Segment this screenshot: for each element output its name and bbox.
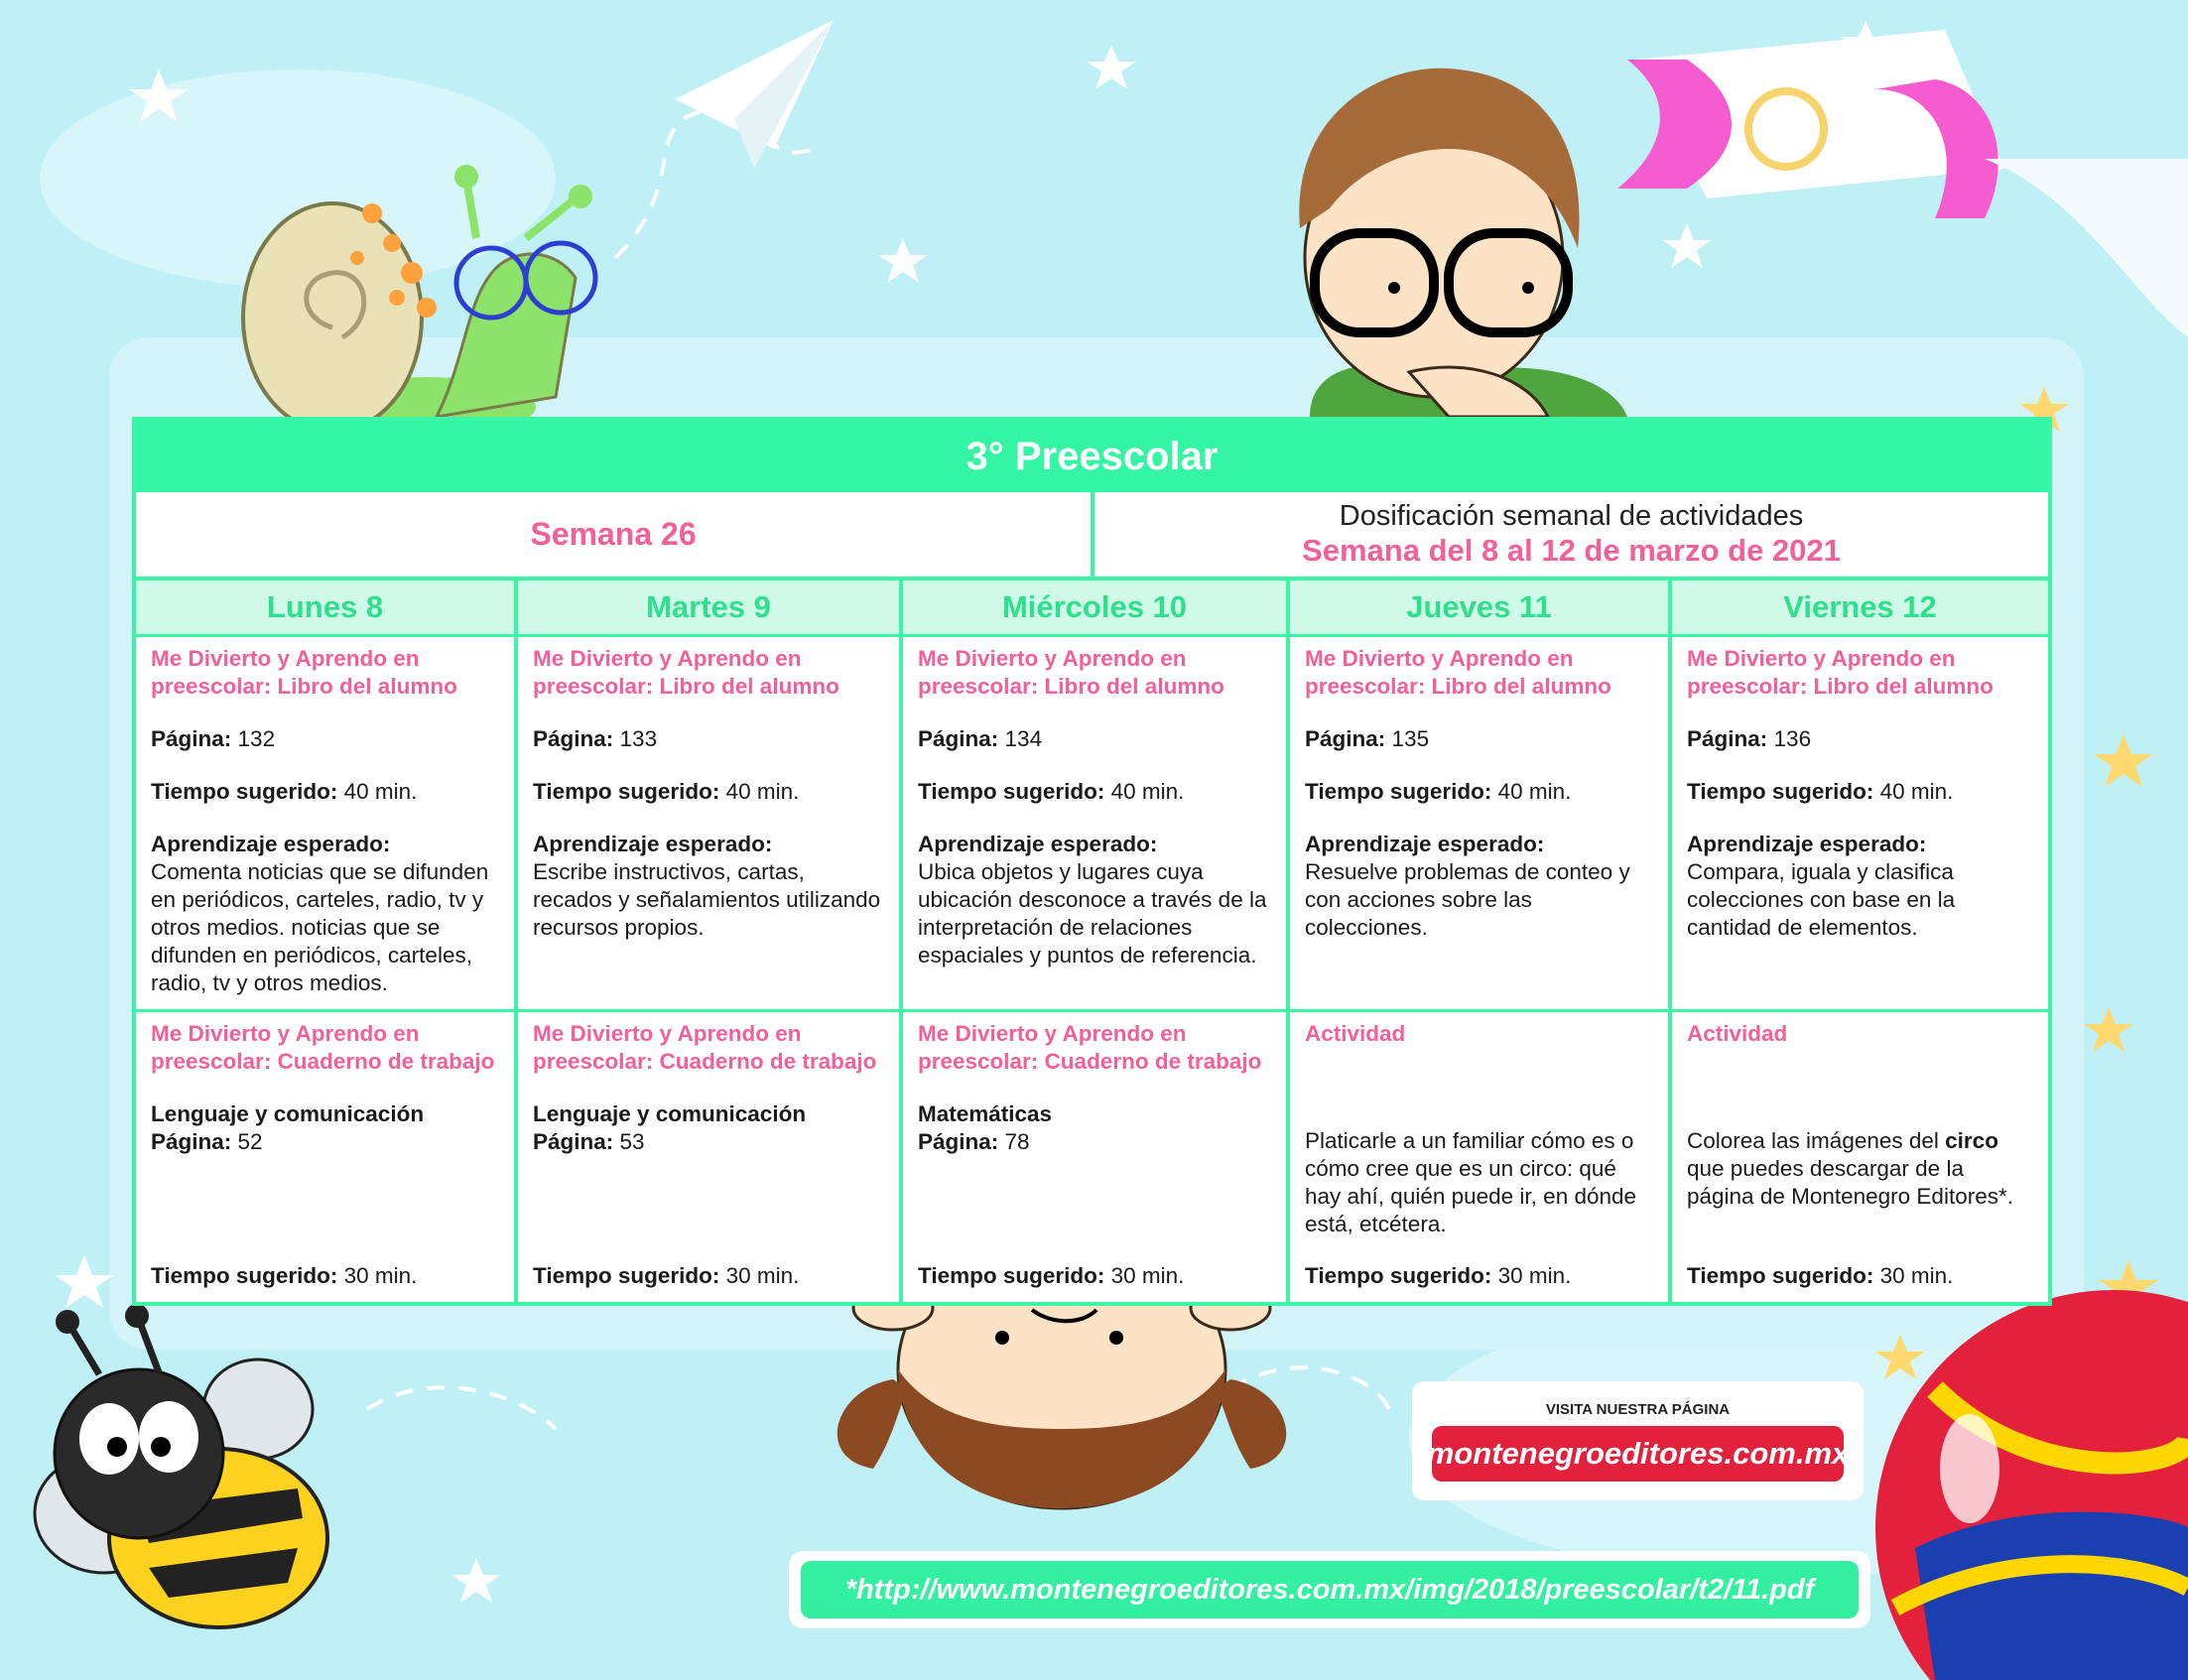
day-header: Viernes 12 — [1672, 581, 2048, 637]
aprendizaje-text: Escribe instructivos, cartas, recados y señalamientos utilizando recursos propios. — [533, 859, 881, 940]
page-label: Página: — [151, 726, 232, 751]
aprendizaje-text: Comenta noticias que se difunden en periódicos, carteles, radio, tv y otros medios. noticias que se difunden en periódicos, carteles, radio, tv y otros medios. — [151, 859, 489, 995]
subject: Lenguaje y comunicación — [533, 1101, 807, 1126]
time-value: 30 min. — [1497, 1263, 1572, 1288]
time-value: 40 min. — [1879, 779, 1954, 804]
time-value: 30 min. — [1110, 1263, 1185, 1288]
day-header: Lunes 8 — [136, 581, 518, 637]
page-number: 78 — [1004, 1129, 1030, 1154]
activity-cell — [1672, 1012, 2048, 1302]
time-label: Tiempo sugerido: — [918, 779, 1105, 804]
page-number: 52 — [237, 1129, 263, 1154]
aprendizaje-label: Aprendizaje esperado: — [918, 832, 1158, 856]
book-title: Me Divierto y Aprendo en preescolar: Cuaderno de trabajo — [151, 1021, 495, 1074]
dosificacion-header — [1094, 492, 2048, 577]
page-title: 3° Preescolar — [136, 421, 2048, 492]
activity-title: Actividad — [1305, 1021, 1406, 1046]
page-label: Página: — [151, 1129, 232, 1154]
page-number: 53 — [619, 1129, 645, 1154]
time-value: 30 min. — [1879, 1263, 1954, 1288]
aprendizaje-label: Aprendizaje esperado: — [151, 832, 391, 856]
book-title: Me Divierto y Aprendo en preescolar: Libro del alumno — [533, 646, 839, 699]
page-label: Página: — [533, 726, 614, 751]
activity-title: Actividad — [1687, 1021, 1788, 1046]
aprendizaje-text: Compara, iguala y clasifica colecciones con base en la cantidad de elementos. — [1687, 859, 1956, 940]
time-label: Tiempo sugerido: — [1305, 779, 1492, 804]
page-number: 136 — [1773, 726, 1812, 751]
activity-cell — [136, 1012, 518, 1302]
book-title: Me Divierto y Aprendo en preescolar: Cuaderno de trabajo — [918, 1021, 1262, 1074]
activity-cell — [903, 1012, 1290, 1302]
book-title: Me Divierto y Aprendo en preescolar: Libro del alumno — [151, 646, 457, 699]
time-label: Tiempo sugerido: — [151, 1263, 338, 1288]
time-value: 40 min. — [1497, 779, 1572, 804]
page-label: Página: — [918, 726, 999, 751]
time-label: Tiempo sugerido: — [918, 1263, 1105, 1288]
time-value: 40 min. — [343, 779, 418, 804]
page-number: 132 — [237, 726, 276, 751]
page-label: Página: — [918, 1129, 999, 1154]
activity-text: Platicarle a un familiar cómo es o cómo cree que es un circo: qué hay ahí, quién puede ir, en dónde está, etcétera. — [1305, 1128, 1637, 1236]
activity-cell — [136, 637, 518, 1012]
book-title: Me Divierto y Aprendo en preescolar: Libro del alumno — [1305, 646, 1611, 699]
time-label: Tiempo sugerido: — [1687, 1263, 1874, 1288]
aprendizaje-label: Aprendizaje esperado: — [533, 832, 773, 856]
time-label: Tiempo sugerido: — [1687, 779, 1874, 804]
time-value: 30 min. — [725, 1263, 800, 1288]
page-number: 133 — [619, 726, 658, 751]
page-number: 135 — [1391, 726, 1430, 751]
dosificacion-title: Dosificación semanal de actividades — [1339, 500, 1804, 532]
footnote-url-box — [789, 1551, 1870, 1628]
activity-cell — [1290, 637, 1672, 1012]
page-number: 134 — [1004, 726, 1043, 751]
site-link[interactable]: montenegroeditores.com.mx — [1432, 1426, 1844, 1482]
subject: Lenguaje y comunicación — [151, 1101, 425, 1126]
footnote-url-link[interactable]: *http://www.montenegroeditores.com.mx/img/2018/preescolar/t2/11.pdf — [801, 1561, 1859, 1618]
schedule-card — [132, 417, 2052, 1306]
time-label: Tiempo sugerido: — [533, 1263, 720, 1288]
activity-cell — [518, 637, 903, 1012]
aprendizaje-label: Aprendizaje esperado: — [1687, 832, 1927, 856]
week-dates: Semana del 8 al 12 de marzo de 2021 — [1302, 533, 1841, 568]
visit-site-box — [1412, 1381, 1864, 1500]
page-label: Página: — [533, 1129, 614, 1154]
week-header-row — [136, 492, 2048, 581]
aprendizaje-text: Resuelve problemas de conteo y con acciones sobre las colecciones. — [1305, 859, 1630, 940]
aprendizaje-label: Aprendizaje esperado: — [1305, 832, 1545, 856]
page-label: Página: — [1687, 726, 1768, 751]
day-header: Miércoles 10 — [903, 581, 1290, 637]
day-header: Martes 9 — [518, 581, 903, 637]
time-label: Tiempo sugerido: — [533, 779, 720, 804]
activity-cell — [518, 1012, 903, 1302]
subject: Matemáticas — [918, 1101, 1053, 1126]
time-label: Tiempo sugerido: — [151, 779, 338, 804]
time-value: 40 min. — [1110, 779, 1185, 804]
activity-cell — [1290, 1012, 1672, 1302]
page-label: Página: — [1305, 726, 1386, 751]
activity-cell — [903, 637, 1290, 1012]
aprendizaje-text: Ubica objetos y lugares cuya ubicación desconoce a través de la interpretación de relaciones espaciales y puntos de referencia. — [918, 859, 1267, 968]
book-title: Me Divierto y Aprendo en preescolar: Libro del alumno — [918, 646, 1224, 699]
book-title: Me Divierto y Aprendo en preescolar: Libro del alumno — [1687, 646, 1994, 699]
time-value: 30 min. — [343, 1263, 418, 1288]
activity-cell — [1672, 637, 2048, 1012]
visit-title: VISITA NUESTRA PÁGINA — [1545, 1401, 1731, 1418]
week-label: Semana 26 — [136, 492, 1094, 577]
book-title: Me Divierto y Aprendo en preescolar: Cuaderno de trabajo — [533, 1021, 877, 1074]
day-header: Jueves 11 — [1290, 581, 1672, 637]
activity-grid — [136, 581, 2048, 1302]
time-value: 40 min. — [725, 779, 800, 804]
activity-text: Colorea las imágenes del circo que puedes descargar de la página de Montenegro Editores*. — [1687, 1128, 2013, 1209]
time-label: Tiempo sugerido: — [1305, 1263, 1492, 1288]
